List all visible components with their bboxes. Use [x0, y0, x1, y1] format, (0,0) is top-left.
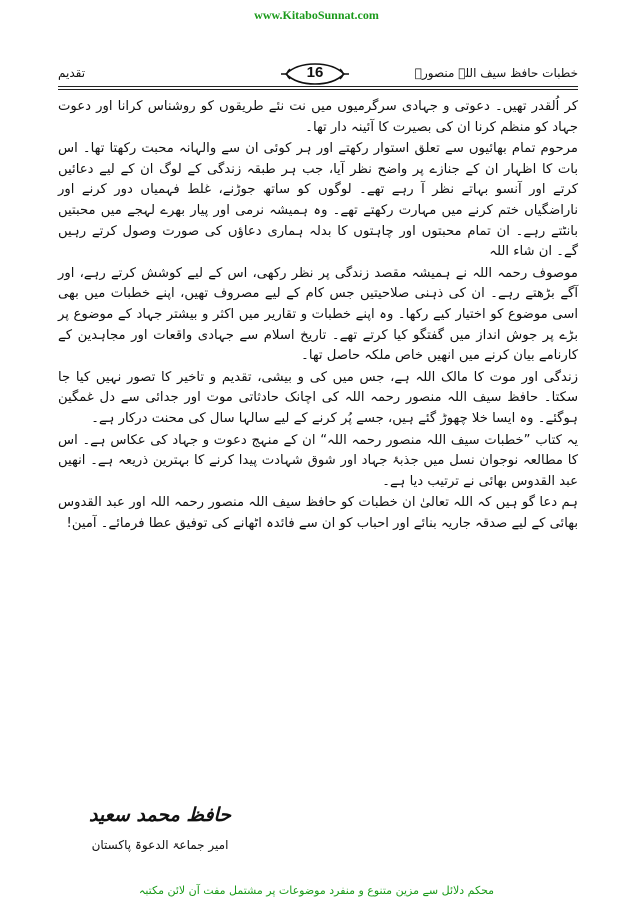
- header-rule-top: [58, 86, 578, 87]
- body-text: [58, 97, 578, 535]
- signature-block: [85, 804, 235, 852]
- paragraph-5: یہ کتاب ”خطبات سیف اللہ منصور رحمہ اللہ“ ان کے منہج دعوت و جہاد کی عکاس ہے۔ اس کا مطالعہ نوجوان نسل میں جذبۂ جہاد اور شوق شہادت پیدا کرنے کا بہترین ذریعہ ہے۔ انھیں عبد القدوس بھائی نے ترتیب دیا ہے۔: [58, 432, 578, 489]
- paragraph-6: ہم دعا گو ہیں کہ اللہ تعالیٰ ان خطبات کو حافظ سیف اللہ منصور رحمہ اللہ اور عبد القدوس بھائی کے لیے صدقہ جاریہ بنائے اور احباب کو ان سے فائدہ اٹھانے کی توفیق عطا فرمائے۔ آمین!: [58, 495, 578, 531]
- page-header: [58, 62, 578, 88]
- footer-note: محکم دلائل سے مزین متنوع و منفرد موضوعات پر مشتمل مفت آن لائن مکتبہ: [138, 884, 495, 897]
- paragraph-2: مرحوم تمام بھائیوں سے تعلق استوار رکھتے اور ہر کوئی ان سے والہانہ محبت رکھتا تھا۔ اس بات کا اظہار ان کے جنازے پر واضح نظر آیا، جب ہر طبقہ زندگی کے لوگ ان کے لیے دعائیں کرتے اور آنسو بہاتے نظر آ رہے تھے۔ لوگوں کو ساتھ جوڑنے، غلط فہمیاں دور کرنے اور ناراضگیاں ختم کرنے میں مہارت رکھتے تھے۔ وہ ہمیشہ نرمی اور پیار بھرے لہجے میں محبتیں بانٹتے رہے۔ ان تمام محبتوں اور چاہتوں کا بدلہ ہماری دعاؤں کی صورت وصول کرتے رہیں گے۔ ان شاء اللہ: [58, 141, 578, 260]
- section-title: تقدیم: [58, 66, 86, 80]
- paragraph-3: موصوف رحمہ اللہ نے ہمیشہ مقصد زندگی پر نظر رکھی، اس کے لیے کوشش کرتے رہے، اور آگے بڑھتے رہے۔ ان کی ذہنی صلاحیتیں جس کام کے لیے مصروف تھیں، اپنے خطبات میں بھی اسی موضوع کو اختیار کیے رکھا۔ وہ اپنے خطبات و تقاریر میں اکثر و بیشتر جہاد کے موضوع پر بڑے پر جوش انداز میں گفتگو کیا کرتے تھے۔ تاریخ اسلام سے جہادی واقعات اور مجاہدین کے کارنامے بیان کرنے میں انھیں خاص ملکہ حاصل تھا۔: [58, 265, 578, 364]
- page-number-ornament: [280, 62, 350, 84]
- paragraph-4: زندگی اور موت کا مالک اللہ ہے، جس میں کی و بیشی، تقدیم و تاخیر کا تصور نہیں کیا جا سکتا۔ حافظ سیف اللہ منصور رحمہ اللہ کی اچانک حادثاتی موت اور جدائی سے دل غمگین ہوگئے۔ وہ ایسا خلا چھوڑ گئے ہیں، جسے پُر کرنے کے لیے سالہا سال کی محنت درکار ہے۔: [58, 369, 578, 426]
- site-url[interactable]: www.KitaboSunnat.com: [254, 8, 379, 22]
- signature-name: حافظ محمد سعید: [88, 804, 232, 826]
- book-title: خطبات حافظ سیف اللہ منصورؒ: [414, 66, 578, 80]
- page-number: 16: [306, 64, 324, 81]
- signature-title: امیر جماعۃ الدعوۃ پاکستان: [91, 838, 229, 852]
- paragraph-1: کر اُلقدر تھیں۔ دعوتی و جہادی سرگرمیوں میں نت نئے طریقوں کو روشناس کرانا اور دعوت جہاد کو منظم کرنا ان کی بصیرت کا آئینہ دار تھا۔: [58, 99, 578, 135]
- header-rule-bottom: [58, 89, 578, 90]
